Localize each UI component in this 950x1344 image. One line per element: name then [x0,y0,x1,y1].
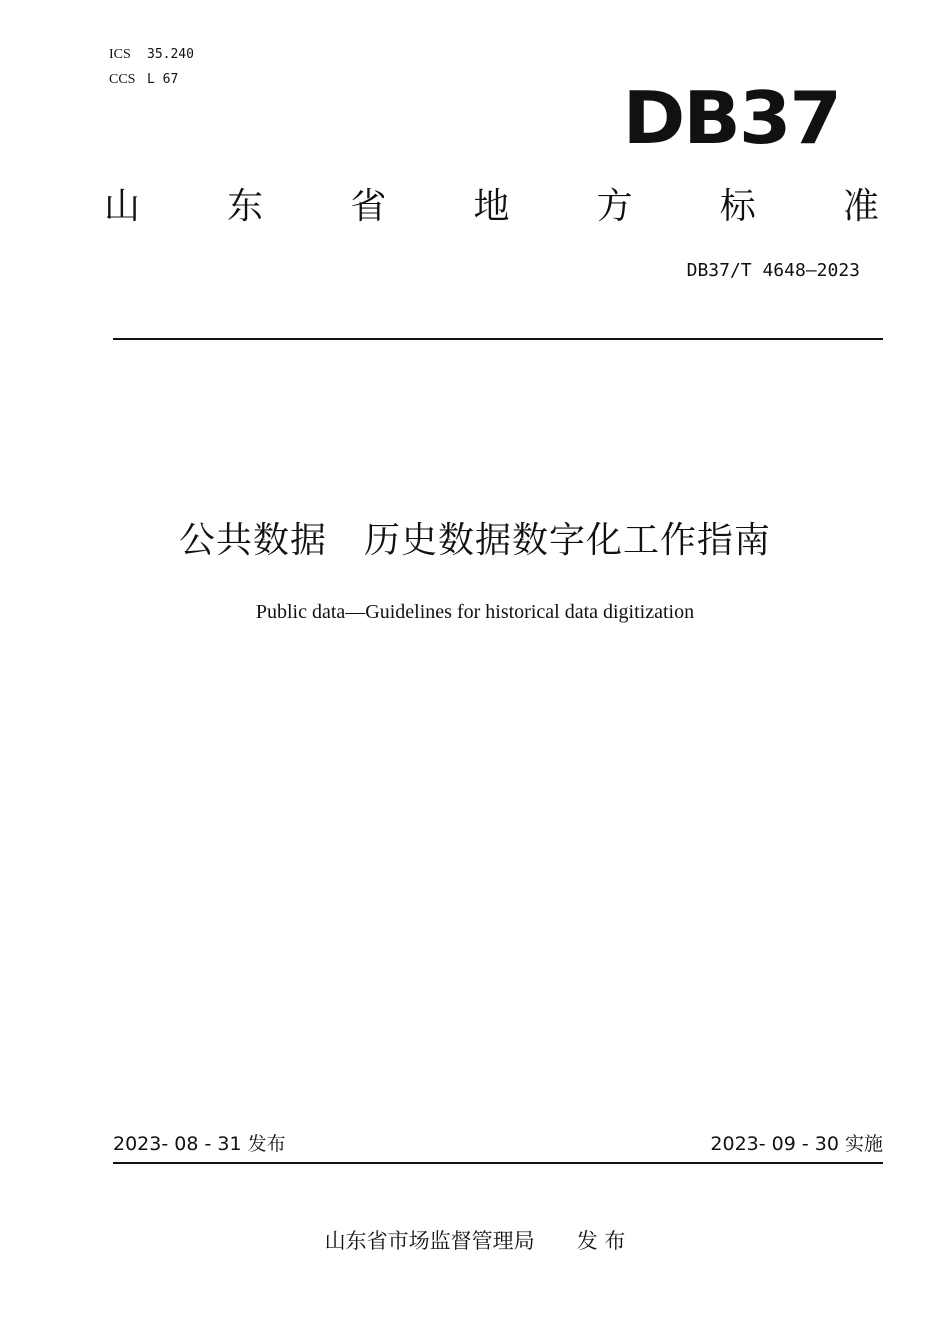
implementation-date: 2023- 09 - 30 实施 [710,1133,883,1155]
document-title: 公共数据 历史数据数字化工作指南 [178,520,771,561]
header-divider [113,338,883,340]
ics-label: ICS [109,47,131,62]
ccs-label: CCS [109,72,136,87]
ics-code: 35.240 [147,47,194,62]
standard-type-char: 东 [227,186,264,227]
standard-type-char: 准 [842,186,879,227]
standard-logo: DB37 [622,76,840,160]
issuing-authority: 山东省市场监督管理局 发 布 [324,1229,626,1253]
standard-number: DB37/T 4648—2023 [686,260,860,281]
ccs-code: L 67 [147,72,179,87]
standard-type-char: 地 [473,186,510,227]
standard-type-char: 山 [104,186,141,227]
ccs-line [109,70,178,89]
standard-type-char: 标 [719,186,756,227]
ics-line [109,45,194,64]
release-date: 2023- 08 - 31 发布 [113,1133,286,1155]
footer-divider [113,1162,883,1164]
standard-type-char: 省 [350,186,387,227]
standard-type-heading [104,183,879,231]
standard-type-char: 方 [596,186,633,227]
document-subtitle-english: Public data—Guidelines for historical data digitization [255,601,695,623]
